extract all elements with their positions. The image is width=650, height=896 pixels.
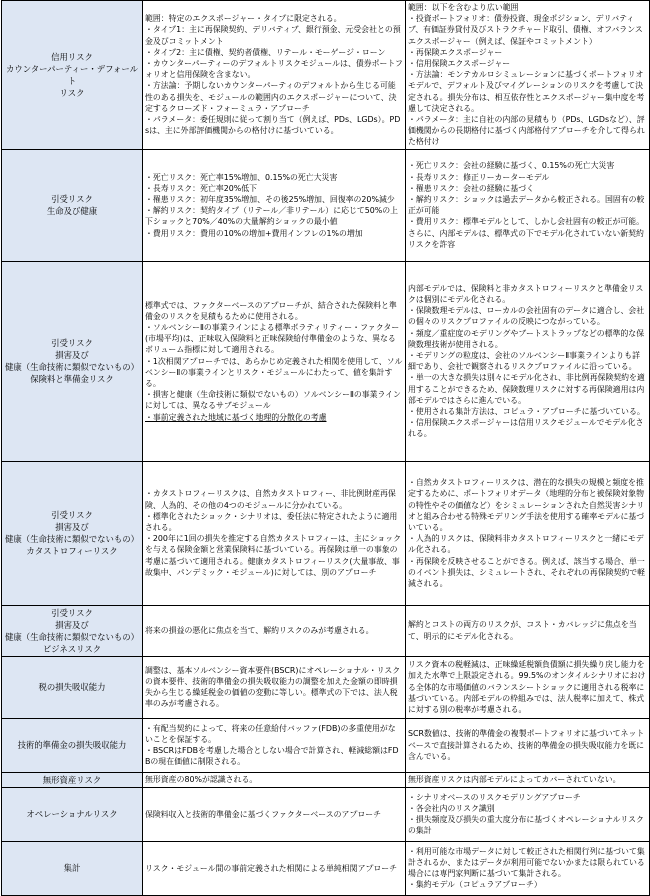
cell-text-line: ・カタストロフィーリスクは、自然カタストロフィー、非比例財産再保険、人為的、その他の4つのモジュールに分かれている。: [145, 489, 396, 510]
risk-category-cell: [2, 1, 143, 150]
standard-formula-cell: [143, 1, 406, 150]
risk-category-cell: [2, 718, 143, 772]
cell-text-line: ・タイプ1：主に再保険契約、デリバティブ、銀行預金、元受会社との預金及びコミットメント: [145, 25, 401, 46]
risk-category-cell: [2, 149, 143, 261]
standard-formula-cell: [143, 149, 406, 261]
cell-text-line: ・単一の大きな損失は別々にモデル化され、非比例再保険契約を適用することができるため、保険数理リスクに対する再保険適用は内部モデルではさらに進んでいる。: [408, 373, 645, 405]
risk-category-label: オペレーショナルリスク: [26, 809, 118, 820]
cell-text-line: ・信用保険エクスポージャー: [408, 59, 511, 69]
risk-category-label: 技術的準備金の損失吸収能力: [17, 740, 127, 751]
cell-text-line: ・罹患リスク：初年度35%増加、その後25%増加、回復率の20%減少: [145, 194, 395, 204]
cell-text-line: ・再保険を反映させることができる。例えば、該当する場合、単一のイベント損失は、シミュレートされ、それぞれの再保険契約で軽減される。: [408, 556, 646, 588]
risk-category-cell: [2, 787, 143, 841]
cell-text-line: 調整は、基本ソルベンシー資本要件(BSCR)にオペレーショナル・リスクの資本要件、技術的準備金の損失吸収能力の調整を加えた金額の即時損失から生じる繰延税金の価値の変動に等しい。標準式の下では、法人税率のみが考慮される。: [145, 665, 401, 709]
internal-model-cell: [406, 656, 650, 718]
risk-category-label: カタストロフィーリスク: [26, 546, 118, 557]
cell-text-line: ・自然カタストロフィーリスクは、潜在的な損失の規模と頻度を推定するために、ポートフォリオデータ（地理的分布と被保険対象物の特性やその価値など）をシミュレーションされた自然災害シナリオと組み合わせる特殊モデリング手法を使用する確率モデルに基づいている。: [408, 478, 645, 532]
standard-formula-cell: [143, 787, 406, 841]
risk-category-cell: [2, 461, 143, 605]
cell-text-line: 保険料収入と技術的準備金に基づくファクターベースのアプローチ: [145, 809, 382, 819]
cell-text-line: ・標準化されたショック・シナリオは、委任法に特定されたように適用される。: [145, 511, 398, 532]
table-row: [2, 772, 650, 787]
risk-category-cell: [2, 605, 143, 656]
risk-category-label: カウンターパーティー・デフォールト: [6, 63, 138, 86]
internal-model-cell: [406, 261, 650, 461]
cell-text-line: ・損害と健康（生命技術に類似でないもの）ソルベンシーⅡの事業ラインに対しては、異なるサブモジュール: [145, 390, 401, 411]
cell-text-line: リスク資本の税軽減は、正味繰延税額負債額に損失繰り戻し能力を加えた水準で上限設定される。99.5%のオンタイルシナリオにおける全体的な市場価値のバランスシートショックに適用される税率に基づいている。内部モデルの枠組みでは、法人税率に加えて、株式に対する別の税率が考慮される。: [408, 660, 646, 714]
cell-text-line: ・カウンターパーティーのデフォルトリスクモジュールは、債券ポートフォリオと信用保険を含まない。: [145, 59, 403, 80]
cell-text-line: ・死亡リスク：死亡率15%増加、0.15%の死亡大災害: [145, 172, 338, 182]
risk-category-label: 損害及び: [55, 522, 89, 533]
risk-category-label: 無形資産リスク: [42, 774, 102, 785]
cell-text-line: ・人為的リスクは、保険料非カタストロフィーリスクと一緒にモデル化される。: [408, 534, 644, 555]
risk-category-label: 保険料と準備金リスク: [30, 374, 114, 385]
standard-formula-cell: [143, 772, 406, 787]
cell-text-line: ・モデリングの粒度は、会社のソルベンシーⅡ事業ラインよりも詳細であり、会社で観察されるリスクプロファイルに沿っている。: [408, 350, 640, 372]
cell-text-line: ・罹患リスク：会社の経験に基づく: [408, 183, 535, 193]
standard-formula-cell: [143, 261, 406, 461]
table-row: [2, 787, 650, 841]
cell-text-line: ・事前定義された地域に基づく地理的分散化の考慮: [145, 412, 327, 422]
table-row: [2, 605, 650, 656]
internal-model-cell: [406, 461, 650, 605]
cell-text-line: ・シナリオベースのリスクモデリングアプローチ: [408, 792, 581, 802]
cell-text-line: ・信用保険エクスポージャーは信用リスクモジュールでモデル化される。: [408, 418, 644, 439]
cell-text-line: ・タイプ2：主に債権、契約者債権、リテール・モーゲージ・ローン: [145, 47, 386, 57]
cell-text-line: 無形資産の80%が認識される。: [145, 775, 258, 785]
comparison-table-body: [2, 1, 650, 896]
cell-text-line: ・費用リスク：標準モデルとして、しかし会社固有の較正が可能。さらに、内部モデルは、標準式の下でモデル化されていない新契約リスクを許容: [408, 217, 645, 249]
cell-text-line: 解約とコストの両方のリスクが、コスト・カバレッジに焦点を当て、明示的にモデル化される。: [408, 620, 637, 641]
cell-text-line: SCR数値は、技術的準備金の複製ポートフォリオに基づいてネットベースで直接計算されるため、技術的準備金の損失吸収能力を既に含んでいる。: [408, 729, 645, 761]
cell-text-line: ・パラメータ：委任規則に従って割り当て（例えば、PDs、LGDs）。PDsは、主に外部評価機関からの格付けに基づいている。: [145, 115, 401, 136]
risk-category-label: 引受リスク: [51, 607, 93, 618]
risk-category-label: 健康（生命技術に類似でないもの）: [5, 362, 139, 373]
risk-category-label: ビジネスリスク: [42, 643, 102, 654]
risk-category-cell: [2, 261, 143, 461]
table-row: [2, 841, 650, 895]
cell-text-line: リスク・モジュール間の事前定義された相関による単純相関アプローチ: [145, 863, 398, 873]
cell-text-line: 標準式では、ファクターベースのアプローチが、結合された保険料と準備金のリスクを見積もるために使用される。: [145, 300, 397, 321]
cell-text-line: ・損失頻度及び損失の重大度分布に基づくオペレーショナルリスクの集計: [408, 815, 644, 836]
comparison-table: [1, 0, 650, 896]
table-row: [2, 149, 650, 261]
cell-text-line: ・ソルベンシーⅡの事業ラインによる標準ボラティリティー・ファクター(市場平均)は、正味収入保険料と正味保険給付準備金のような、異なるボリューム指標に対して適用される。: [145, 322, 400, 355]
internal-model-cell: [406, 605, 650, 656]
cell-text-line: ・頻度／重症度のモデリングやブートストラップなどの標準的な保険数理技術が使用される。: [408, 328, 645, 349]
table-row: [2, 718, 650, 772]
cell-text-line: 範囲：以下を含むより広い範囲: [408, 3, 519, 12]
risk-category-label: 引受リスク: [51, 510, 93, 521]
risk-category-label: 税の損失吸収能力: [38, 682, 106, 693]
cell-text-line: ・方法論：モンテカルロシミュレーションに基づくポートフォリオモデルで、デフォルト及びマイグレーションのリスクを考慮して決定される。損失分布は、相互依存性とエクスポージャー集中度を考慮して決定される。: [408, 70, 645, 113]
cell-text-line: ・長寿リスク：修正リーカーターモデル: [408, 172, 550, 182]
table-row: [2, 656, 650, 718]
cell-text-line: 範囲：特定のエクスポージャー・タイプに限定される。: [145, 14, 342, 24]
risk-category-label: 引受リスク: [51, 338, 93, 349]
cell-text-line: 将来の損益の悪化に焦点を当て、解約リスクのみが考慮される。: [145, 626, 374, 636]
risk-category-cell: [2, 772, 143, 787]
table-row: [2, 261, 650, 461]
cell-text-line: ・各会社内のリスク識別: [408, 803, 495, 813]
risk-category-cell: [2, 656, 143, 718]
internal-model-cell: [406, 1, 650, 150]
cell-text-line: ・有配当契約によって、将来の任意給付バッファ(FDB)の多重使用がないことを保証する。: [145, 723, 396, 744]
cell-text-line: ・保険数理モデルは、ローカルの会社固有のデータに適合し、会社の個々のリスクプロファイルの反映につながっている。: [408, 306, 645, 327]
risk-category-label: 損害及び: [55, 350, 89, 361]
risk-category-label: 健康（生命技術に類似でないもの）: [5, 534, 139, 545]
standard-formula-cell: [143, 656, 406, 718]
standard-formula-cell: [143, 461, 406, 605]
standard-formula-cell: [143, 718, 406, 772]
standard-formula-cell: [143, 605, 406, 656]
risk-category-label: 信用リスク: [51, 51, 93, 62]
risk-category-cell: [2, 841, 143, 895]
cell-text-line: ・再保険エクスポージャー: [408, 47, 503, 57]
risk-category-label: 集計: [63, 863, 81, 874]
internal-model-cell: [406, 787, 650, 841]
cell-text-line: ・利用可能な市場データに対して較正された相関行列に基づいて集計されるか、またはデータが利用可能でないかまたは限られている場合には専門家判断に基づいて集計される。: [408, 846, 645, 879]
cell-text-line: ・死亡リスク：会社の経験に基づく、0.15%の死亡大災害: [408, 161, 615, 171]
cell-text-line: ・長寿リスク：死亡率20%低下: [145, 183, 258, 193]
cell-text-line: ・使用される集計方法は、コピュラ・アプローチに基づいている。: [408, 406, 645, 416]
internal-model-cell: [406, 772, 650, 787]
cell-text-line: ・解約リスク：ショックは過去データから較正される。国固有の較正が可能: [408, 194, 645, 216]
table-row: [2, 1, 650, 150]
cell-text-line: 無形資産リスクは内部モデルによってカバーされていない。: [408, 775, 621, 785]
cell-text-line: ・集約モデル（コピュラアプローチ）: [408, 880, 542, 890]
cell-text-line: ・パラメータ：主に自社の内部の見積もり（PDs、LGDsなど）、評価機関からの長期格付に基づく内部格付アプローチを介して得られた格付け: [408, 115, 645, 147]
cell-text-line: ・1次相関アプローチでは、あらかじめ定義された相関を使用して、ソルベンシーⅡの事業ラインとリスク・モジュールにわたって、値を集計する。: [145, 356, 403, 388]
internal-model-cell: [406, 841, 650, 895]
risk-category-label: 健康（生命技術に類似でないもの）: [5, 631, 139, 642]
internal-model-cell: [406, 718, 650, 772]
risk-category-label: リスク: [59, 87, 85, 98]
standard-formula-cell: [143, 841, 406, 895]
cell-text-line: ・費用リスク：費用の10%の増加+費用インフレの1%の増加: [145, 228, 363, 238]
risk-category-label: 生命及び健康: [46, 206, 98, 217]
risk-category-label: 損害及び: [55, 619, 89, 630]
internal-model-cell: [406, 149, 650, 261]
cell-text-line: 内部モデルでは、保険料と非カタストロフィーリスクと準備金リスクは個別にモデル化される。: [408, 283, 644, 304]
cell-text-line: ・解約リスク：契約タイプ（リテール／非リテール）に応じて50%の上下ショックと70%／40%の大量解約ショックの最小値: [145, 206, 399, 227]
cell-text-line: ・BSCRはFDBを考慮した場合としない場合で計算され、軽減総額はFDBの現在価値に制限される。: [145, 746, 399, 767]
cell-text-line: ・投資ポートフォリオ：債券投資、現金ポジション、デリバティブ、有価証券貸付及びストラクチャード取引、債権、オフバランスエクスポージャー（例えば、保証やコミットメント）: [408, 14, 643, 46]
table-row: [2, 461, 650, 605]
cell-text-line: ・200年に1回の損失を推定する自然カタストロフィーは、主にショックを与える保険金額と営業保険料に基づいている。再保険は単一の事象の考慮に基づいて適用される。健康カタストロフィーリスク(大量事故、事故集中、パンデミック・モジュール)に対しては、別のアプローチ: [145, 534, 402, 577]
risk-category-label: 引受リスク: [51, 194, 93, 205]
cell-text-line: ・方法論：予期しないカウンターパーティのデフォルトから生じる可能性のある損失を、モジュールの範囲内のエクスポージャーについて、決定するクローズド・フォーミュラ・アプローチ: [145, 81, 397, 113]
